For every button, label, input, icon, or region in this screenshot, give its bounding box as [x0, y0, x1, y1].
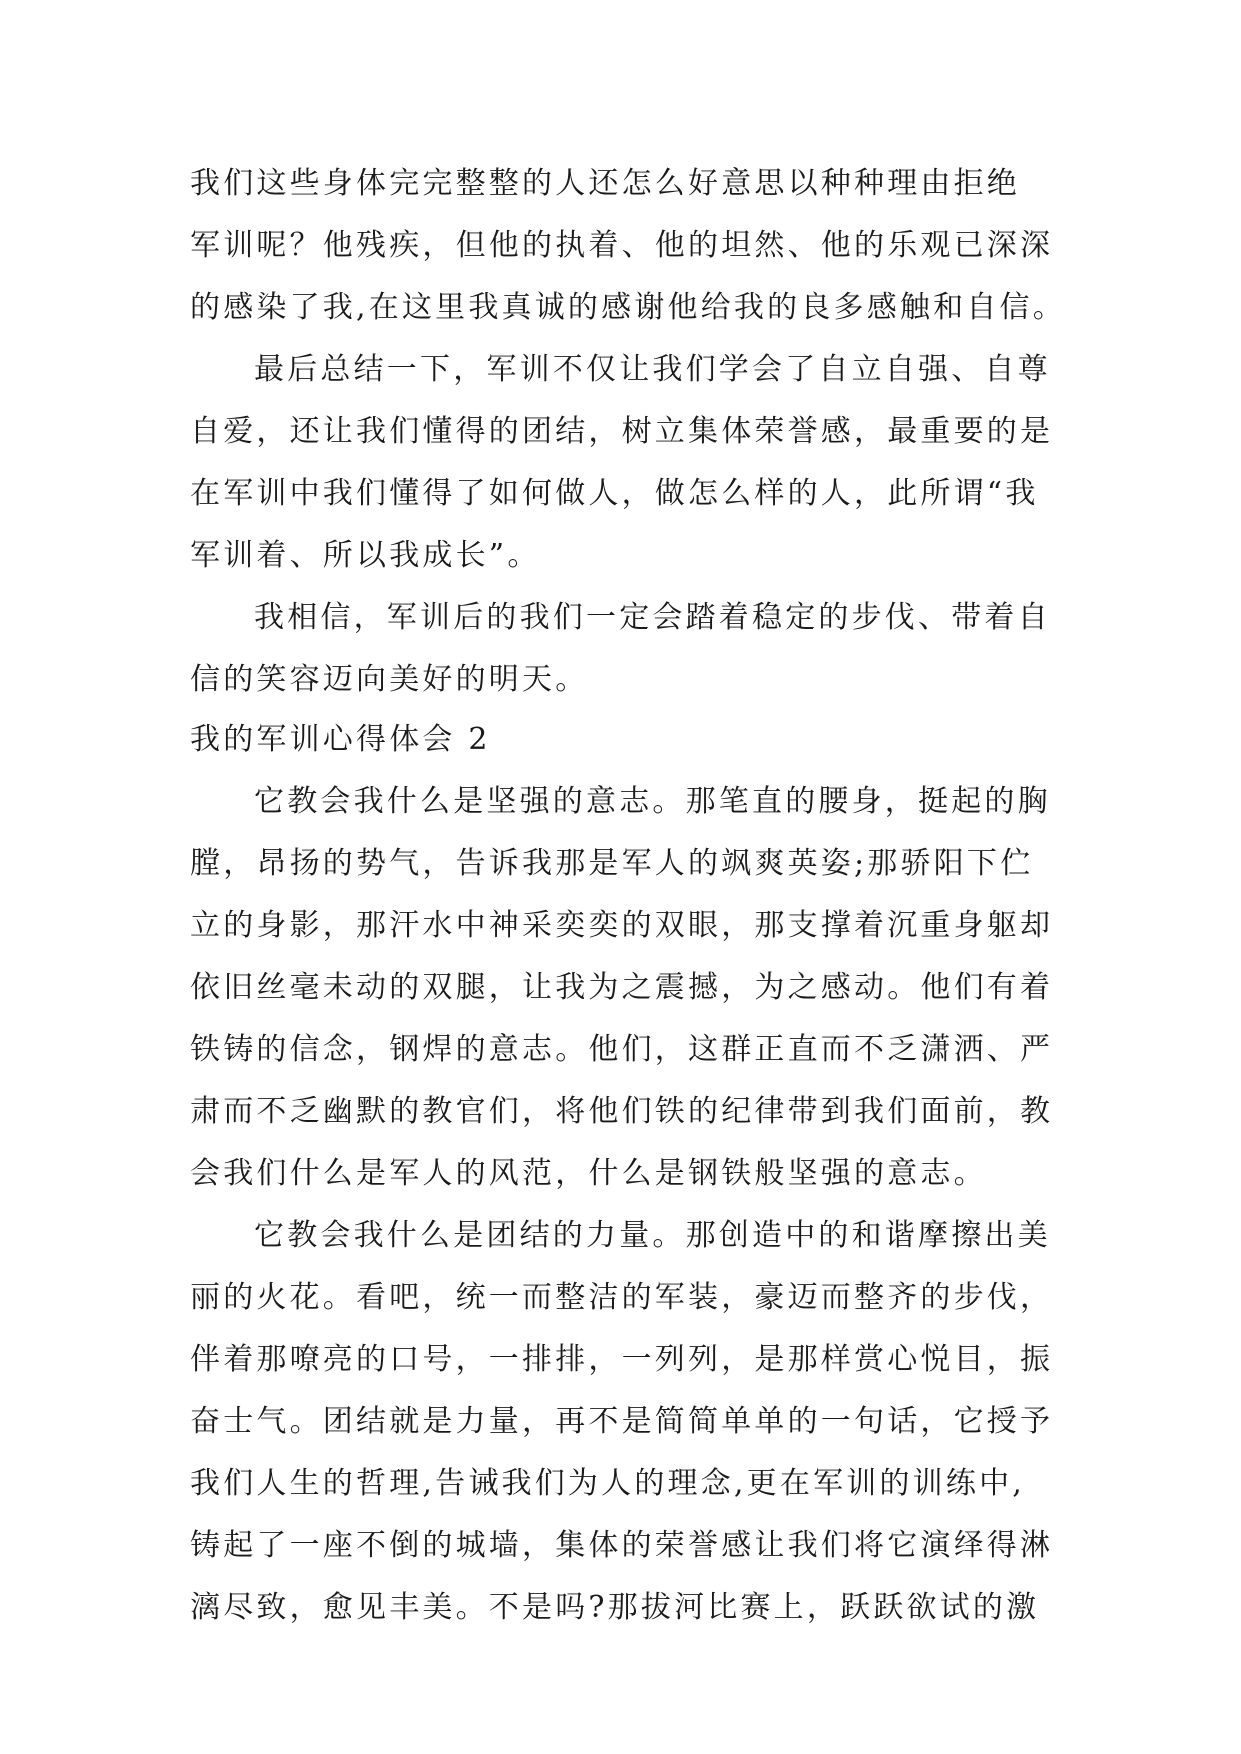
paragraph-first-line: 它教会我什么是团结的力量。那创造中的和谐摩擦出美	[254, 1218, 1051, 1253]
text-line: 军训呢？他残疾，但他的执着、他的坦然、他的乐观已深深	[190, 228, 1054, 263]
text-line: 的感染了我,在这里我真诚的感谢他给我的良多感触和自信。	[190, 290, 1066, 325]
section-heading: 我的军训心得体会 2	[190, 722, 491, 757]
text-line: 立的身影，那汗水中神采奕奕的双眼，那支撑着沉重身躯却	[190, 908, 1054, 943]
text-line: 自爱，还让我们懂得的团结，树立集体荣誉感，最重要的是	[190, 414, 1054, 449]
paragraph-first-line: 我相信，军训后的我们一定会踏着稳定的步伐、带着自	[254, 600, 1051, 635]
text-line: 信的笑容迈向美好的明天。	[190, 662, 589, 697]
paragraph-first-line: 它教会我什么是坚强的意志。那笔直的腰身，挺起的胸	[254, 784, 1051, 819]
text-line: 肃而不乏幽默的教官们，将他们铁的纪律带到我们面前，教	[190, 1094, 1054, 1129]
text-line: 铁铸的信念，钢焊的意志。他们，这群正直而不乏潇洒、严	[190, 1032, 1054, 1067]
text-line: 奋士气。团结就是力量，再不是简简单单的一句话，它授予	[190, 1404, 1054, 1439]
text-line: 在军训中我们懂得了如何做人，做怎么样的人，此所谓“我	[190, 476, 1039, 511]
text-line: 膛，昂扬的势气，告诉我那是军人的飒爽英姿;那骄阳下伫	[190, 846, 1034, 881]
text-line: 丽的火花。看吧，统一而整洁的军装，豪迈而整齐的步伐，	[190, 1280, 1054, 1315]
text-line: 我们人生的哲理,告诫我们为人的理念,更在军训的训练中,	[190, 1466, 1026, 1501]
text-line: 漓尽致，愈见丰美。不是吗?那拔河比赛上，跃跃欲试的激	[190, 1590, 1040, 1625]
paragraph-first-line: 最后总结一下，军训不仅让我们学会了自立自强、自尊	[254, 352, 1051, 387]
text-line: 军训着、所以我成长”。	[190, 538, 541, 573]
text-line: 铸起了一座不倒的城墙，集体的荣誉感让我们将它演绎得淋	[190, 1528, 1054, 1563]
text-line: 我们这些身体完完整整的人还怎么好意思以种种理由拒绝	[190, 166, 1020, 201]
text-line: 伴着那嘹亮的口号，一排排，一列列，是那样赏心悦目，振	[190, 1342, 1054, 1377]
text-line: 会我们什么是军人的风范，什么是钢铁般坚强的意志。	[190, 1156, 987, 1191]
text-line: 依旧丝毫未动的双腿，让我为之震撼，为之感动。他们有着	[190, 970, 1054, 1005]
